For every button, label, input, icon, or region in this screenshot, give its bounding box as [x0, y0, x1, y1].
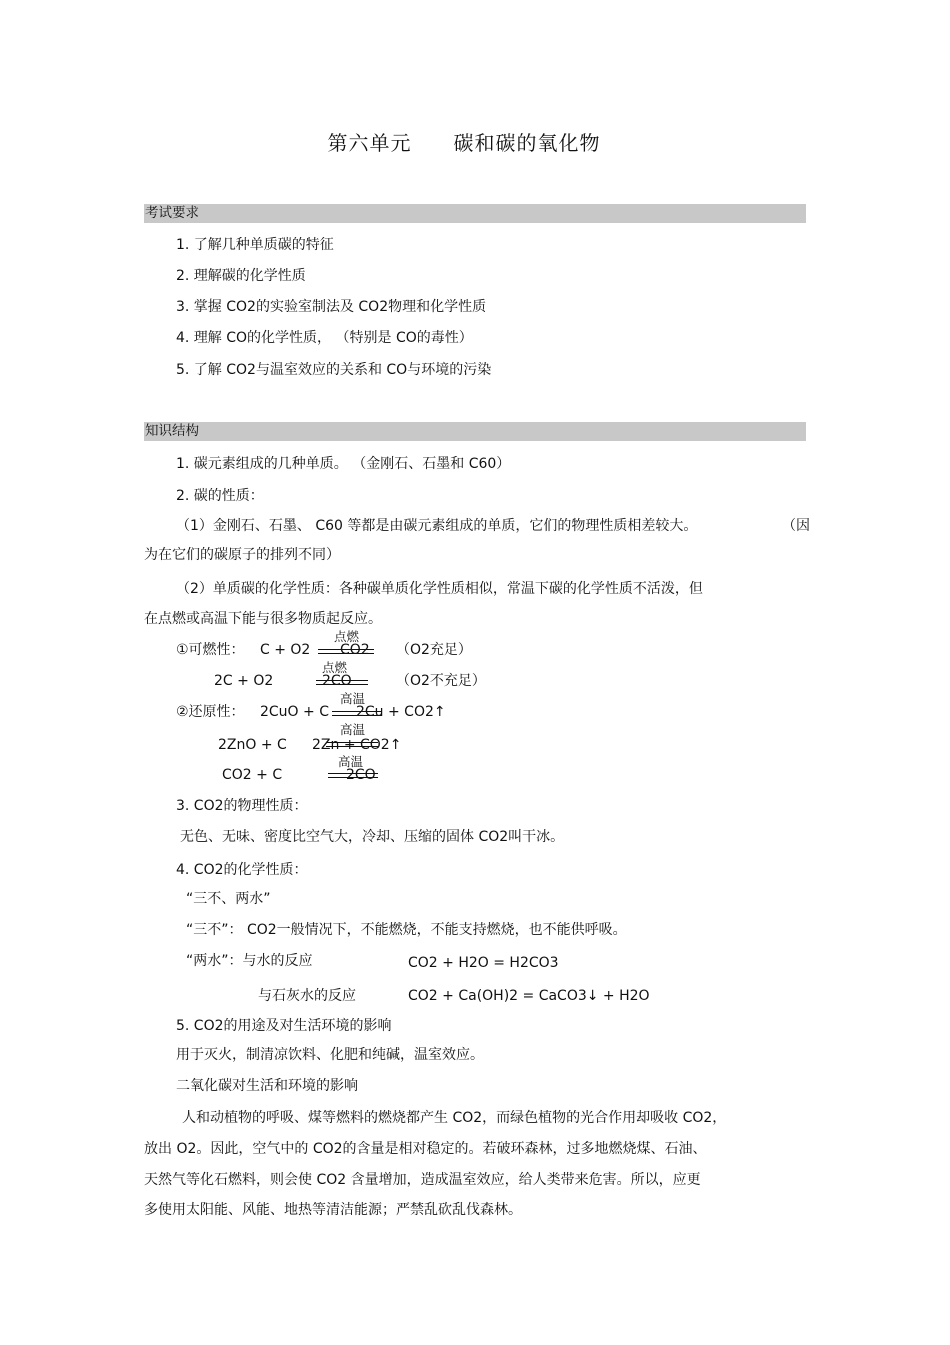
exam-item-2: 2. 理解碳的化学性质 [176, 268, 306, 284]
eq1-note: （O2充足） [396, 642, 472, 658]
reduction-label: ②还原性： [176, 704, 245, 720]
exam-item-1: 1. 了解几种单质碳的特征 [176, 237, 334, 253]
eq4-condition: 高温 [340, 722, 366, 737]
page-title: 第六单元 碳和碳的氧化物 [327, 131, 601, 155]
exam-item-4: 4. 理解 CO的化学性质， （特别是 CO的毒性） [176, 330, 473, 346]
co2-water-equation: CO2 + H2O = H2CO3 [408, 955, 559, 971]
section-bar-knowledge [144, 422, 806, 441]
eq5-left: CO2 + C [222, 767, 283, 783]
knowledge-point-4: 4. CO2的化学性质： [176, 862, 308, 878]
eq2-right: 2CO [322, 673, 352, 689]
carbon-physical-line-2: 为在它们的碳原子的排列不同） [144, 547, 340, 563]
eq2-condition: 点燃 [322, 660, 348, 675]
carbon-physical-line-1: （1）金刚石、石墨、 C60 等都是由碳元素组成的单质，它们的物理性质相差较大。 [176, 518, 698, 534]
co2-limewater-equation: CO2 + Ca(OH)2 = CaCO3↓ + H2O [408, 988, 650, 1004]
eq4-right: 2Zn + CO2↑ [312, 737, 402, 753]
co2-three-no: “三不”： CO2一般情况下，不能燃烧，不能支持燃烧，也不能供呼吸。 [186, 922, 627, 938]
combustion-label: ①可燃性： [176, 642, 245, 658]
co2-limewater-label: 与石灰水的反应 [258, 988, 356, 1004]
co2-impact-line-1: 人和动植物的呼吸、煤等燃料的燃烧都产生 CO2，而绿色植物的光合作用却吸收 CO2， [182, 1110, 727, 1126]
eq3-condition: 高温 [340, 691, 366, 706]
co2-impact-line-4: 多使用太阳能、风能、地热等清洁能源；严禁乱砍乱伐森林。 [144, 1202, 522, 1218]
co2-water-label: “两水”：与水的反应 [186, 953, 313, 969]
knowledge-point-1: 1. 碳元素组成的几种单质。 （金刚石、石墨和 C60） [176, 456, 511, 472]
section-bar-exam [144, 204, 806, 223]
knowledge-point-3: 3. CO2的物理性质： [176, 798, 308, 814]
eq4-left: 2ZnO + C [218, 737, 287, 753]
eq1-right: CO2 [340, 642, 370, 658]
co2-impact-heading: 二氧化碳对生活和环境的影响 [176, 1078, 358, 1094]
eq1-condition: 点燃 [334, 629, 360, 644]
eq3-left: 2CuO + C [260, 704, 329, 720]
eq2-note: （O2不充足） [396, 673, 486, 689]
co2-chem-quote: “三不、两水” [186, 891, 271, 907]
section-heading-knowledge: 知识结构 [145, 423, 199, 439]
eq1-left: C + O2 [260, 642, 311, 658]
co2-impact-line-3: 天然气等化石燃料，则会使 CO2 含量增加，造成温室效应，给人类带来危害。所以，应更 [144, 1172, 701, 1188]
section-heading-exam: 考试要求 [145, 205, 199, 221]
co2-impact-line-2: 放出 O2。因此，空气中的 CO2的含量是相对稳定的。若破环森林，过多地燃烧煤、石油、 [144, 1141, 707, 1157]
knowledge-point-5: 5. CO2的用途及对生活环境的影响 [176, 1018, 392, 1034]
co2-physical-text: 无色、无味、密度比空气大，冷却、压缩的固体 CO2叫干冰。 [180, 829, 565, 845]
carbon-physical-line-1-end: （因 [782, 518, 810, 534]
carbon-chemical-line-1: （2）单质碳的化学性质：各种碳单质化学性质相似，常温下碳的化学性质不活泼，但 [176, 581, 703, 597]
eq3-right: 2Cu + CO2↑ [356, 704, 446, 720]
eq5-condition: 高温 [338, 754, 364, 769]
carbon-chemical-line-2: 在点燃或高温下能与很多物质起反应。 [144, 611, 382, 627]
eq2-left: 2C + O2 [214, 673, 274, 689]
eq5-right: 2CO [346, 767, 376, 783]
exam-item-5: 5. 了解 CO2与温室效应的关系和 CO与环境的污染 [176, 362, 492, 378]
co2-uses: 用于灭火，制清凉饮料、化肥和纯碱，温室效应。 [176, 1047, 484, 1063]
knowledge-point-2: 2. 碳的性质： [176, 488, 264, 504]
exam-item-3: 3. 掌握 CO2的实验室制法及 CO2物理和化学性质 [176, 299, 487, 315]
